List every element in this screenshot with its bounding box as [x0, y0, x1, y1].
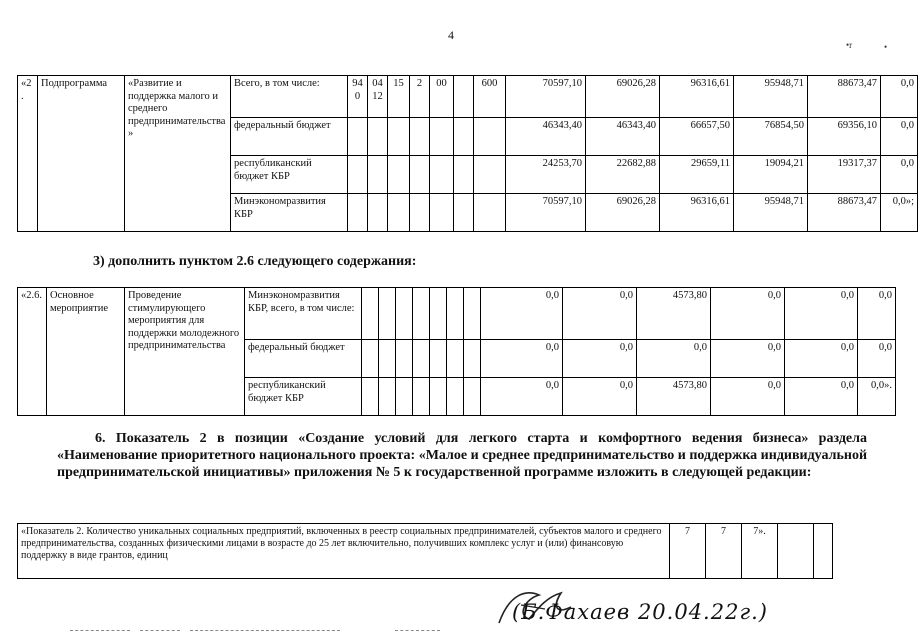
code-cell: 00: [430, 76, 454, 118]
indicator-value: [778, 524, 814, 579]
amount-cell: 0,0: [481, 378, 563, 416]
amount-cell: 69026,28: [586, 76, 660, 118]
indicator-description: «Показатель 2. Количество уникальных социальных предприятий, включенных в реестр социальных предпринимателей, субъектов малого и среднего предпринимательства, созданных физическими лицами в возрасте до 25 лет включительно, получивших комплекс услуг и (или) финансовую поддержку в виде грантов, единиц: [18, 524, 670, 579]
table-row: [18, 524, 833, 579]
funding-source: федеральный бюджет: [231, 118, 348, 156]
indicator-table: [17, 523, 833, 579]
funding-source: Всего, в том числе:: [231, 76, 348, 118]
amount-cell: 66657,50: [660, 118, 734, 156]
code-cell: 04 12: [368, 76, 388, 118]
amount-cell: 0,0: [563, 378, 637, 416]
amount-cell: 96316,61: [660, 76, 734, 118]
scan-noise: [190, 630, 340, 631]
indicator-value: 7: [706, 524, 742, 579]
amount-cell: 0,0: [563, 288, 637, 340]
amount-cell: 69356,10: [808, 118, 881, 156]
table-row: [18, 76, 918, 118]
amount-cell: 4573,80: [637, 378, 711, 416]
amount-cell: 0,0: [711, 288, 785, 340]
amount-cell: 0,0: [881, 156, 918, 194]
measure-table: [17, 287, 896, 416]
measure-name: Проведение стимулирующего мероприятия для поддержки молодежного предпринимательства: [125, 288, 245, 416]
funding-source: Минэкономразвития КБР, всего, в том числе:: [245, 288, 362, 340]
row-type: Подпрограмма: [38, 76, 125, 232]
amount-cell: 88673,47: [808, 76, 881, 118]
handwritten-note: (Б.Фахаев 20.04.22г.): [512, 600, 768, 624]
amount-cell: 69026,28: [586, 194, 660, 232]
amount-cell: 70597,10: [506, 194, 586, 232]
amount-cell: 70597,10: [506, 76, 586, 118]
indicator-value: [814, 524, 833, 579]
funding-source: федеральный бюджет: [245, 340, 362, 378]
scan-mark: •r: [846, 40, 853, 50]
page-number: 4: [448, 28, 454, 42]
amount-cell: 0,0: [858, 288, 896, 340]
amount-cell: 0,0: [711, 378, 785, 416]
amount-cell: 0,0».: [858, 378, 896, 416]
funding-source: республиканский бюджет КБР: [245, 378, 362, 416]
code-cell: [454, 76, 474, 118]
amount-cell: 96316,61: [660, 194, 734, 232]
scan-mark: •: [884, 42, 888, 52]
amount-cell: 46343,40: [506, 118, 586, 156]
amount-cell: 24253,70: [506, 156, 586, 194]
row-type: Основное мероприятие: [47, 288, 125, 416]
amount-cell: 0,0: [881, 118, 918, 156]
amount-cell: 19317,37: [808, 156, 881, 194]
amount-cell: 0,0: [785, 288, 858, 340]
scan-noise: [140, 630, 180, 631]
row-number: «2.: [18, 76, 38, 232]
point-6-paragraph: [57, 431, 867, 481]
funding-source: республиканский бюджет КБР: [231, 156, 348, 194]
amount-cell: 0,0»;: [881, 194, 918, 232]
amount-cell: 0,0: [858, 340, 896, 378]
amount-cell: 0,0: [481, 288, 563, 340]
indicator-value: 7».: [742, 524, 778, 579]
code-cell: 600: [474, 76, 506, 118]
subprogram-table: [17, 75, 918, 232]
point-6-text: 6. Показатель 2 в позиции «Создание условий для легкого старта и комфортного ведения бизнеса» раздела «Наименование приоритетного национального проекта: «Малое и среднее предпринимательство и поддержка индивидуальной предпринимательской инициативы» приложения № 5 к государственной программе изложить в следующей редакции:: [57, 431, 868, 480]
amount-cell: 0,0: [785, 378, 858, 416]
amount-cell: 95948,71: [734, 76, 808, 118]
amount-cell: 88673,47: [808, 194, 881, 232]
indicator-value: 7: [670, 524, 706, 579]
amount-cell: 0,0: [881, 76, 918, 118]
code-cell: 15: [388, 76, 410, 118]
amount-cell: 0,0: [563, 340, 637, 378]
amount-cell: 4573,80: [637, 288, 711, 340]
scan-noise: [395, 630, 440, 631]
scan-noise: [70, 630, 130, 631]
funding-source: Минэкономразвития КБР: [231, 194, 348, 232]
point-3-text: 3) дополнить пунктом 2.6 следующего содержания:: [93, 254, 417, 269]
amount-cell: 0,0: [785, 340, 858, 378]
table-row: [18, 288, 896, 340]
code-cell: 2: [410, 76, 430, 118]
amount-cell: 19094,21: [734, 156, 808, 194]
amount-cell: 95948,71: [734, 194, 808, 232]
amount-cell: 0,0: [711, 340, 785, 378]
amount-cell: 0,0: [481, 340, 563, 378]
amount-cell: 76854,50: [734, 118, 808, 156]
amount-cell: 46343,40: [586, 118, 660, 156]
code-cell: 94 0: [348, 76, 368, 118]
row-number: «2.6.: [18, 288, 47, 416]
subprogram-name: «Развитие и поддержка малого и среднего предпринимательства»: [125, 76, 231, 232]
amount-cell: 0,0: [637, 340, 711, 378]
amount-cell: 22682,88: [586, 156, 660, 194]
amount-cell: 29659,11: [660, 156, 734, 194]
